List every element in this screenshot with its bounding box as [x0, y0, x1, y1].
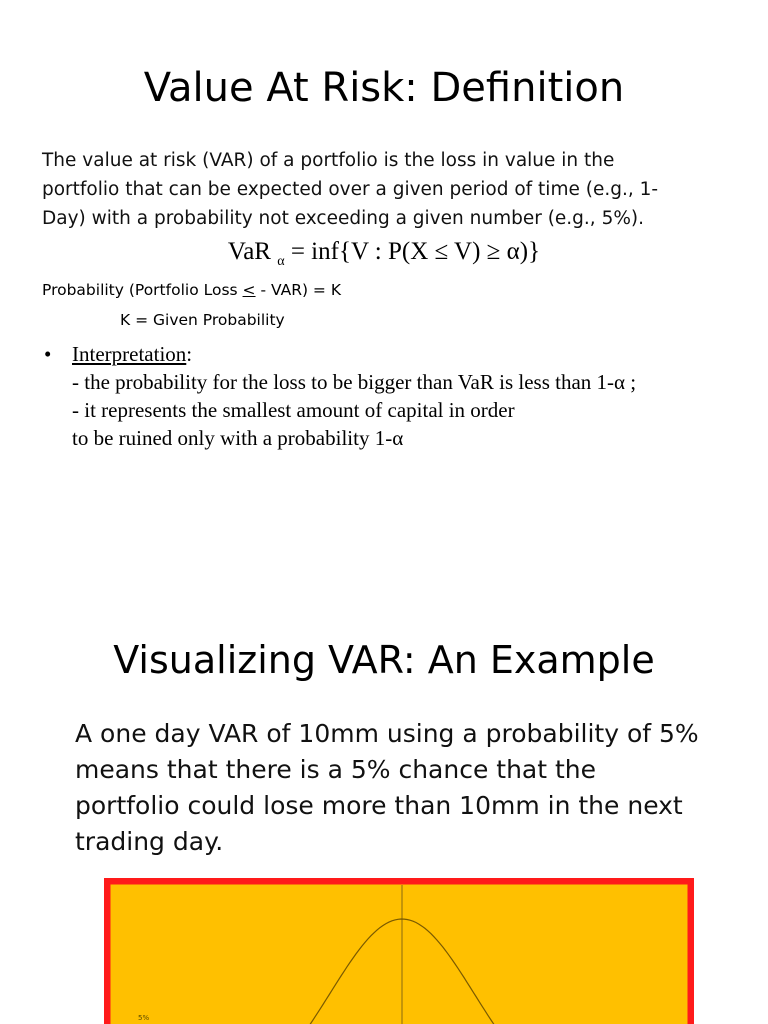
slide1-title: Value At Risk: Definition	[143, 65, 625, 111]
interpretation-colon: :	[186, 342, 193, 366]
example-line: A one day VAR of 10mm using a probability of 5%	[75, 719, 699, 748]
example-line: portfolio could lose more than 10mm in the next	[75, 791, 683, 820]
k-definition: K = Given Probability	[120, 311, 285, 329]
bullet-icon: •	[44, 342, 52, 366]
probability-line	[42, 281, 341, 299]
example-paragraph	[75, 716, 705, 860]
example-line: trading day.	[75, 827, 224, 856]
var-formula	[0, 238, 768, 270]
probability-line-before: Probability (Portfolio Loss	[42, 281, 243, 299]
interpretation-block	[44, 340, 636, 452]
interpretation-line: - it represents the smallest amount of capital in order	[72, 398, 515, 422]
definition-line: The value at risk (VAR) of a portfolio is the loss in value in the	[42, 150, 615, 171]
probability-line-symbol: <	[242, 281, 256, 299]
slide2-title: Visualizing VAR: An Example	[113, 638, 655, 682]
tail-percent-label: 5%	[138, 1014, 150, 1022]
formula-subscript: α	[277, 254, 285, 269]
interpretation-heading: Interpretation	[72, 342, 187, 366]
definition-paragraph	[42, 146, 692, 233]
example-line: means that there is a 5% chance that the	[75, 755, 597, 784]
interpretation-line: - the probability for the loss to be bigger than VaR is less than 1-α ;	[72, 370, 637, 394]
chart-frame-border	[107, 881, 691, 1024]
formula-lhs: VaR	[227, 238, 271, 265]
definition-line: Day) with a probability not exceeding a given number (e.g., 5%).	[42, 208, 645, 229]
probability-line-after: - VAR) = K	[255, 281, 342, 299]
interpretation-line: to be ruined only with a probability 1-α	[72, 426, 404, 450]
definition-line: portfolio that can be expected over a given period of time (e.g., 1-	[42, 179, 659, 200]
formula-rhs: = inf{V : P(X ≤ V) ≥ α)}	[290, 238, 541, 265]
var-distribution-chart	[104, 878, 694, 1024]
interpretation-heading-row	[44, 340, 636, 368]
